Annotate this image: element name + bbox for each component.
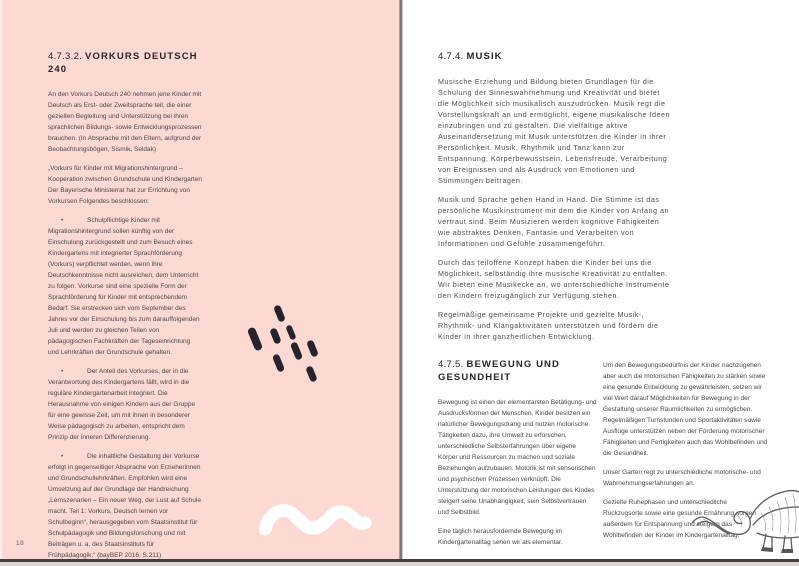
dash-icon	[285, 324, 296, 340]
wave-squiggle-icon	[257, 503, 375, 541]
musik-column	[438, 50, 670, 350]
section-heading-vorkurs	[48, 50, 202, 76]
paragraph: Bewegung ist einen der elementarsten Betätigung- und Ausdrucksformen der Menschen. Kinder besitzen ein natürlicher Bewegungsdrang und nutzen motorische Tätigkeiten dazu, ihre Umwelt zu erforschen, unterschiedliche Selbsterfahrungen über eigene Körper und Ressourcen zu machen und soziale Beziehungen aufzubauen. Motorik ist mit sensorischen und psychischen Prozessen verknüpft. Die Unterstützung der motorischen Leistungen des Kindes steigert seine Unabhängigkeit, sein Selbstvertrauen und Selbstbild.	[438, 399, 597, 516]
dash-icon	[306, 339, 319, 357]
section-title: MUSIK	[466, 51, 503, 62]
dash-icon	[247, 326, 263, 351]
vorkurs-paragraphs	[48, 89, 202, 561]
page-number: 18	[16, 540, 25, 547]
paragraph: Eine täglich herausfordernde Bewegung im Kindergartenalltag sehen wir als elementar.	[438, 528, 563, 546]
left-text-column	[48, 50, 202, 566]
bullet-marker: •	[61, 368, 64, 375]
section-number: 4.7.4.	[438, 51, 464, 62]
paragraph: • Schulpflichtige Kinder mit Migrationshintergrund sollen künftig von der Einschulung zurückgestellt und zum Besuch eines Kindergartens mit integrierter Sprachförderung (Vorkurs) verpflichtet werden, wenn ihre Deutschkenntnisse nicht ausreichen, dem Unterricht zu folgen. Vorkurse sind eine spezielle Form der Sprachförderung für Kinder mit entsprechendem Bedarf. Sie erstrecken sich vom September des Jahres vor der Einschulung bis zum darauffolgenden Juli und werden zu gleichen Teilen von pädagogischen Fachkräften der Tageseinrichtung und Lehrkräften der Grundschule gehalten.	[48, 217, 200, 356]
section-number: 4.7.5.	[438, 359, 464, 370]
dash-icon	[305, 365, 317, 382]
dash-icon	[272, 353, 285, 372]
paragraph: Gezielte Ruhephasen und unterschiedliche Rückzugsorte sowie eine gesunde Ernährung sorgen außerdem für Entspannung und steigern das Wohlbefinden der Kinder im Kindergartenalltag.	[603, 499, 756, 539]
paragraph: • Die inhaltliche Gestaltung der Vorkurse erfolgt in gegenseitiger Absprache von Erzieherinnen und Grundschullehrkräften. Empfohlen wird eine Umsetzung auf der Grundlage der Handreichung „Lernszenarien – Ein neuer Weg, der Lust auf Schule macht. Teil 1: Vorkurs, Deutsch lernen vor Schulbeginn“, herausgegeben vom Staatsinstitut für Schulpädagogik und Bildungsforschung und mit Beiträgen u. a. des Staatsinstituts für Frühpädagogik.“ (bayBEP 2016, S.211)	[48, 453, 202, 559]
paragraph: • Der Anteil des Vorkurses, der in die Verantwortung des Kindergartens fällt, wird in die reguläre Kindergartenarbeit integriert. Die Herausnahme von einigen Kindern aus der Gruppe für eine gewisse Zeit, um mit ihnen in besonderer Weise pädagogisch zu arbeiten, entspricht dem Prinzip der inneren Differenzierung.	[48, 368, 196, 441]
bewegung-left-paragraphs	[438, 397, 597, 548]
dash-icon	[290, 341, 303, 360]
paragraph: An den Vorkurs Deutsch 240 nehmen jene Kinder mit Deutsch als Erst- oder Zweitsprache teil, die einer gezielten Begleitung und Unterstützung bei ihren sprachlichen Bildungs- sowie Entwicklungsprozessen brauchen. (In Absprache mit den Eltern, aufgrund der Beobachtungsbögen, Sismik, Seldak)	[48, 91, 202, 153]
dog-sketch-icon	[689, 481, 799, 555]
musik-paragraphs	[438, 76, 670, 342]
bullet-marker: •	[61, 217, 64, 224]
paragraph: Regelmäßige gemeinsame Projekte und gezielte Musik-, Rhythmik- und Klangaktivitäten unterstützen und fördern die Kinder in ihrer ganzheitlichen Entwicklung.	[438, 310, 659, 341]
paragraph: Durch das teiloffene Konzept haben die Kinder bei uns die Möglichkeit, selbständig ihre musische Kreativität zu entfalten. Wir bieten eine Musikecke an, wo unterschiedliche Instrumente den Kindern freizugänglich zur Verfügung stehen.	[438, 258, 670, 300]
section-heading-bewegung	[438, 358, 597, 384]
bewegung-left-column	[438, 358, 597, 556]
paragraph: Um den Bewegungsbedürfnis der Kinder nachzugehen aber auch die motorischen Fähigkeiten zu stärken sowie eine gesunde Entwicklung zu gewährleisten, setzen wir viel Wert darauf Möglichkeiten für Bewegung in der Gestaltung unserer Räumlichkeiten zu ermöglichen. Regelmäßigen Turnstunden und Sportaktivitäten sowie Ausflüge unterstützen neben der Förderung motorischer Fähigkeiten und Fertigkeiten auch das Wohlbefinden und die Gesundheit.	[603, 362, 768, 457]
page-left	[0, 0, 399, 559]
section-number: 4.7.3.2.	[48, 51, 83, 62]
background-strip	[0, 562, 799, 566]
section-title: BEWEGUNG UND GESUNDHEIT	[438, 359, 560, 383]
paragraph: Musische Erziehung und Bildung bieten Grundlagen für die Schulung der Sinneswahrnehmung und Kreativität und bietet die Möglichkeit sich musikalisch auszudrücken. Musik regt die Vorstellungskraft an und ermöglicht, eigene musikalische Ideen einzubringen und zu gestalten. Die vielfältige aktive Auseinandersetzung mit Musik unterstützen die Kinder in ihrer Persönlichkeit. Musik, Rhythmik und Tanz kann zur Entspannung, Körperbewusstsein, Lebensfreude, Verarbeitung von Ereignissen und als Ausdruck von Emotionen und Stimmungen beitragen.	[438, 77, 670, 185]
dash-icon	[273, 304, 286, 322]
bullet-marker: •	[61, 453, 64, 460]
page-right	[403, 0, 799, 559]
paragraph: „Vorkurs für Kinder mit Migrationshintergrund – Kooperation zwischen Grundschule und Kindergarten Der Bayerische Ministerrat hat zur Errichtung von Vorkursen Folgendes beschlossen:	[48, 165, 202, 205]
paragraph: Musik und Sprache gehen Hand in Hand. Die Stimme ist das persönliche Musikinstrument mit dem die Kinder von Anfang an vertraut sind. Beim Musizieren werden kognitive Fähigkeiten wie abstraktes Denken, Fantasie und Verarbeiten von Informationen und Gefühle zusammengeführt.	[438, 195, 669, 248]
paragraph: Unser Garten regt zu unterschiedliche motorische- und Wahrnehmungserfahrungen an.	[603, 469, 761, 487]
dash-icon	[269, 327, 281, 344]
section-title: VORKURS DEUTSCH 240	[48, 51, 198, 75]
section-heading-musik	[438, 50, 670, 63]
